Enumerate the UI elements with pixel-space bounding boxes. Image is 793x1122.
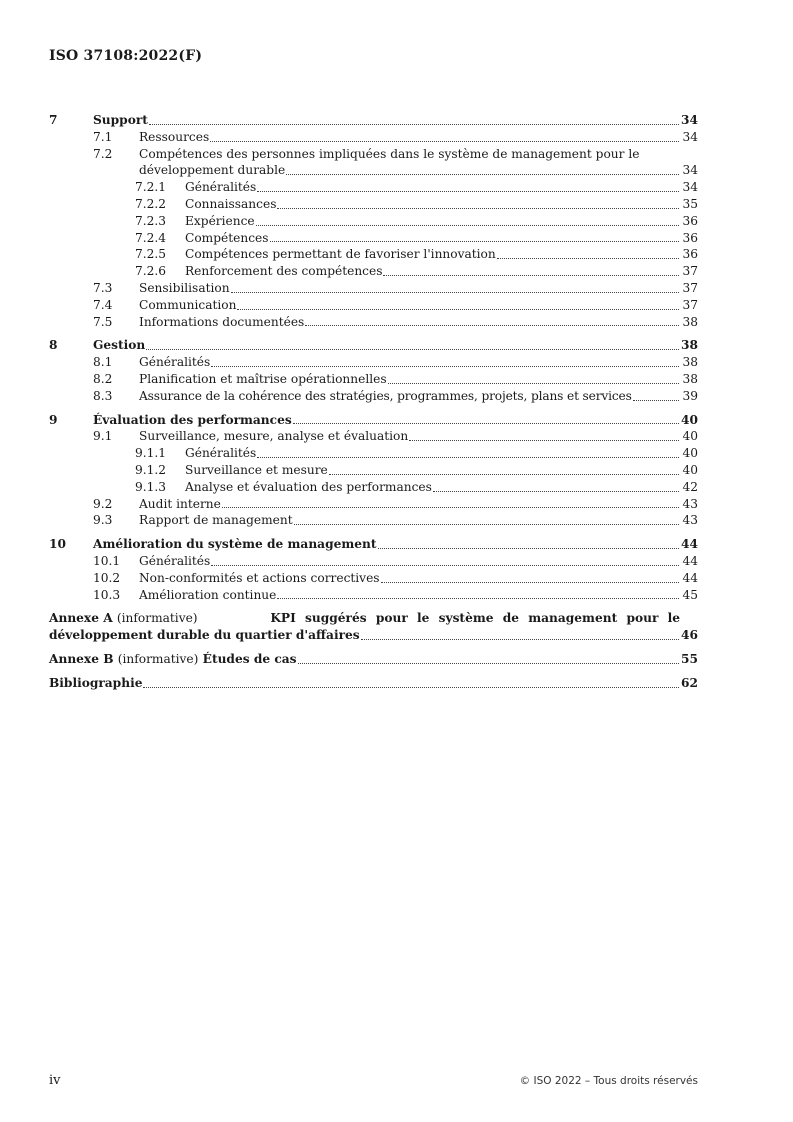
toc-entry-9-3[interactable] — [49, 512, 698, 529]
toc-title: Planification et maîtrise opérationnelles — [139, 371, 387, 386]
leader-dots — [256, 225, 679, 226]
leader-dots — [381, 582, 679, 583]
toc-page: 40 — [681, 412, 698, 427]
toc-entry-7-2-6[interactable] — [49, 263, 698, 280]
leader-dots — [231, 292, 679, 293]
leader-dots — [378, 548, 680, 549]
toc-title: Analyse et évaluation des performances — [185, 479, 432, 494]
toc-page: 45 — [682, 587, 698, 602]
page-number: iv — [49, 1073, 61, 1088]
toc-entry-8-3[interactable] — [49, 388, 698, 405]
toc-title: Surveillance, mesure, analyse et évaluation — [139, 429, 409, 444]
toc-num: 9 — [49, 412, 58, 427]
toc-num: 10.3 — [93, 587, 121, 602]
toc-num: 7.2.3 — [135, 213, 167, 228]
annex-type: (informative) — [117, 651, 199, 666]
leader-dots — [633, 400, 679, 401]
toc-entry-7-5[interactable] — [49, 314, 698, 331]
toc-title: Bibliographie — [49, 675, 143, 690]
toc-page: 38 — [682, 355, 698, 370]
toc-entry-bibliography[interactable] — [49, 675, 698, 692]
toc-entry-8-1[interactable] — [49, 354, 698, 371]
toc-page: 34 — [682, 163, 698, 178]
leader-dots — [146, 349, 679, 350]
toc-entry-7-2-2[interactable] — [49, 196, 698, 213]
toc-page: 43 — [682, 513, 698, 528]
toc-entry-10[interactable] — [49, 536, 698, 553]
toc-entry-9-1[interactable] — [49, 428, 698, 445]
leader-dots — [143, 687, 679, 688]
toc-num: 8.3 — [93, 388, 113, 403]
toc-num: 7.3 — [93, 280, 113, 295]
toc-entry-7-2-4[interactable] — [49, 230, 698, 247]
toc-page: 36 — [682, 230, 698, 245]
toc-page: 36 — [682, 247, 698, 262]
toc-entry-7-2-5[interactable] — [49, 246, 698, 263]
toc-title: Études de cas — [202, 651, 297, 666]
toc-title: Amélioration du système de management — [93, 537, 377, 552]
toc-entry-10-3[interactable] — [49, 587, 698, 604]
toc-title: Renforcement des compétences — [185, 264, 383, 279]
leader-dots — [149, 124, 679, 125]
toc-title: Généralités — [139, 355, 211, 370]
toc-title: Connaissances — [185, 196, 277, 211]
toc-page: 36 — [682, 213, 698, 228]
toc-num: 10.2 — [93, 570, 121, 585]
toc-num: 7.1 — [93, 129, 113, 144]
toc-num: 10 — [49, 537, 66, 552]
toc-entry-10-1[interactable] — [49, 553, 698, 570]
toc-num: 7.4 — [93, 297, 113, 312]
leader-dots — [497, 258, 679, 259]
toc-title: Surveillance et mesure — [185, 462, 328, 477]
toc-page: 34 — [682, 180, 698, 195]
leader-dots — [409, 440, 679, 441]
toc-num: 8.1 — [93, 355, 113, 370]
toc-title: Sensibilisation — [139, 280, 230, 295]
leader-dots — [211, 565, 679, 566]
toc-page: 38 — [682, 314, 698, 329]
toc-num: 8.2 — [93, 371, 113, 386]
leader-dots — [361, 639, 679, 640]
toc-entry-7-1[interactable] — [49, 129, 698, 146]
toc-num: 9.1 — [93, 429, 113, 444]
toc-page: 37 — [682, 264, 698, 279]
toc-entry-9-1-3[interactable] — [49, 479, 698, 496]
toc-entry-annex-b[interactable] — [49, 651, 698, 668]
toc-page: 37 — [682, 297, 698, 312]
leader-dots — [294, 524, 679, 525]
toc-title: Audit interne — [139, 496, 221, 511]
toc-title: Ressources — [139, 129, 210, 144]
toc-entry-8[interactable] — [49, 337, 698, 354]
toc-entry-9-1-1[interactable] — [49, 445, 698, 462]
toc-page: 55 — [681, 651, 698, 666]
document-id: ISO 37108:2022(F) — [49, 48, 203, 64]
leader-dots — [257, 457, 679, 458]
toc-entry-7-2-1[interactable] — [49, 179, 698, 196]
toc-entry-7-4[interactable] — [49, 297, 698, 314]
leader-dots — [237, 309, 679, 310]
leader-dots — [257, 191, 679, 192]
toc-page: 40 — [682, 462, 698, 477]
toc-title: Informations documentées — [139, 314, 305, 329]
leader-dots — [286, 174, 679, 175]
toc-title: Communication — [139, 297, 237, 312]
toc-entry-annex-a[interactable] — [49, 610, 698, 644]
leader-dots — [211, 366, 679, 367]
leader-dots — [210, 141, 679, 142]
toc-num: 9.3 — [93, 513, 113, 528]
toc-entry-8-2[interactable] — [49, 371, 698, 388]
toc-title: Généralités — [185, 180, 257, 195]
leader-dots — [270, 241, 680, 242]
toc-title: Rapport de management — [139, 513, 293, 528]
copyright-notice: © ISO 2022 – Tous droits réservés — [519, 1075, 698, 1087]
leader-dots — [293, 423, 679, 424]
toc-num: 8 — [49, 338, 58, 353]
toc-page: 62 — [681, 675, 698, 690]
toc-title-line1: Compétences des personnes impliquées dans le système de management pour le — [139, 146, 640, 161]
toc-page: 44 — [682, 570, 698, 585]
toc-title: Support — [93, 113, 148, 127]
toc-num: 9.1.3 — [135, 479, 167, 494]
toc-page: 37 — [682, 280, 698, 295]
leader-dots — [222, 507, 679, 508]
toc-num: 9.2 — [93, 496, 113, 511]
leader-dots — [433, 491, 679, 492]
leader-dots — [298, 663, 679, 664]
toc-title-line2: développement durable du quartier d'affaires — [49, 628, 360, 643]
toc-page: 35 — [682, 196, 698, 211]
toc-title: Compétences — [185, 230, 269, 245]
toc-entry-7-2[interactable] — [49, 146, 698, 180]
toc-entry-7-2-3[interactable] — [49, 213, 698, 230]
toc-entry-9[interactable] — [49, 412, 698, 429]
toc-num: 9.1.2 — [135, 462, 167, 477]
toc-title: Gestion — [93, 338, 146, 353]
toc-entry-7-3[interactable] — [49, 280, 698, 297]
table-of-contents — [49, 112, 698, 692]
leader-dots — [383, 275, 679, 276]
leader-dots — [305, 325, 679, 326]
toc-page: 40 — [682, 429, 698, 444]
leader-dots — [277, 208, 679, 209]
toc-num: 7.2 — [93, 146, 113, 161]
toc-page: 42 — [682, 479, 698, 494]
toc-title: Compétences permettant de favoriser l'innovation — [185, 247, 496, 262]
toc-num: 7.5 — [93, 314, 113, 329]
toc-num: 7.2.4 — [135, 230, 167, 245]
toc-title: Généralités — [139, 553, 211, 568]
toc-title: Assurance de la cohérence des stratégies, programmes, projets, plans et services — [139, 388, 632, 403]
toc-entry-9-1-2[interactable] — [49, 462, 698, 479]
leader-dots — [388, 383, 679, 384]
toc-page: 38 — [682, 371, 698, 386]
toc-page: 39 — [682, 388, 698, 403]
leader-dots — [277, 598, 679, 599]
toc-title: Non-conformités et actions correctives — [139, 570, 380, 585]
toc-title: Évaluation des performances — [93, 412, 292, 427]
toc-page: 34 — [682, 129, 698, 144]
toc-num: 7 — [49, 113, 58, 127]
toc-page: 44 — [682, 553, 698, 568]
toc-title: Généralités — [185, 446, 257, 461]
annex-type: (informative) — [116, 611, 198, 626]
toc-title: Amélioration continue — [139, 587, 277, 602]
toc-page: 34 — [681, 113, 698, 127]
toc-num: 7.2.6 — [135, 264, 167, 279]
toc-page: 46 — [681, 628, 698, 643]
toc-entry-10-2[interactable] — [49, 570, 698, 587]
toc-num: 10.1 — [93, 553, 121, 568]
toc-num: 7.2.5 — [135, 247, 167, 262]
toc-page: 40 — [682, 446, 698, 461]
leader-dots — [329, 474, 679, 475]
toc-title-line2: développement durable — [139, 163, 286, 178]
toc-title: Expérience — [185, 213, 255, 228]
toc-num: 9.1.1 — [135, 446, 167, 461]
toc-page: 43 — [682, 496, 698, 511]
toc-entry-9-2[interactable] — [49, 496, 698, 513]
toc-page: 44 — [681, 537, 698, 552]
toc-entry-7[interactable] — [49, 112, 698, 129]
annex-label: Annexe A — [49, 611, 113, 626]
toc-page: 38 — [681, 338, 698, 353]
toc-num: 7.2.1 — [135, 180, 167, 195]
toc-title-line1: KPI suggérés pour le système de management pour le — [270, 611, 680, 626]
toc-num: 7.2.2 — [135, 196, 167, 211]
annex-label: Annexe B — [49, 651, 114, 666]
